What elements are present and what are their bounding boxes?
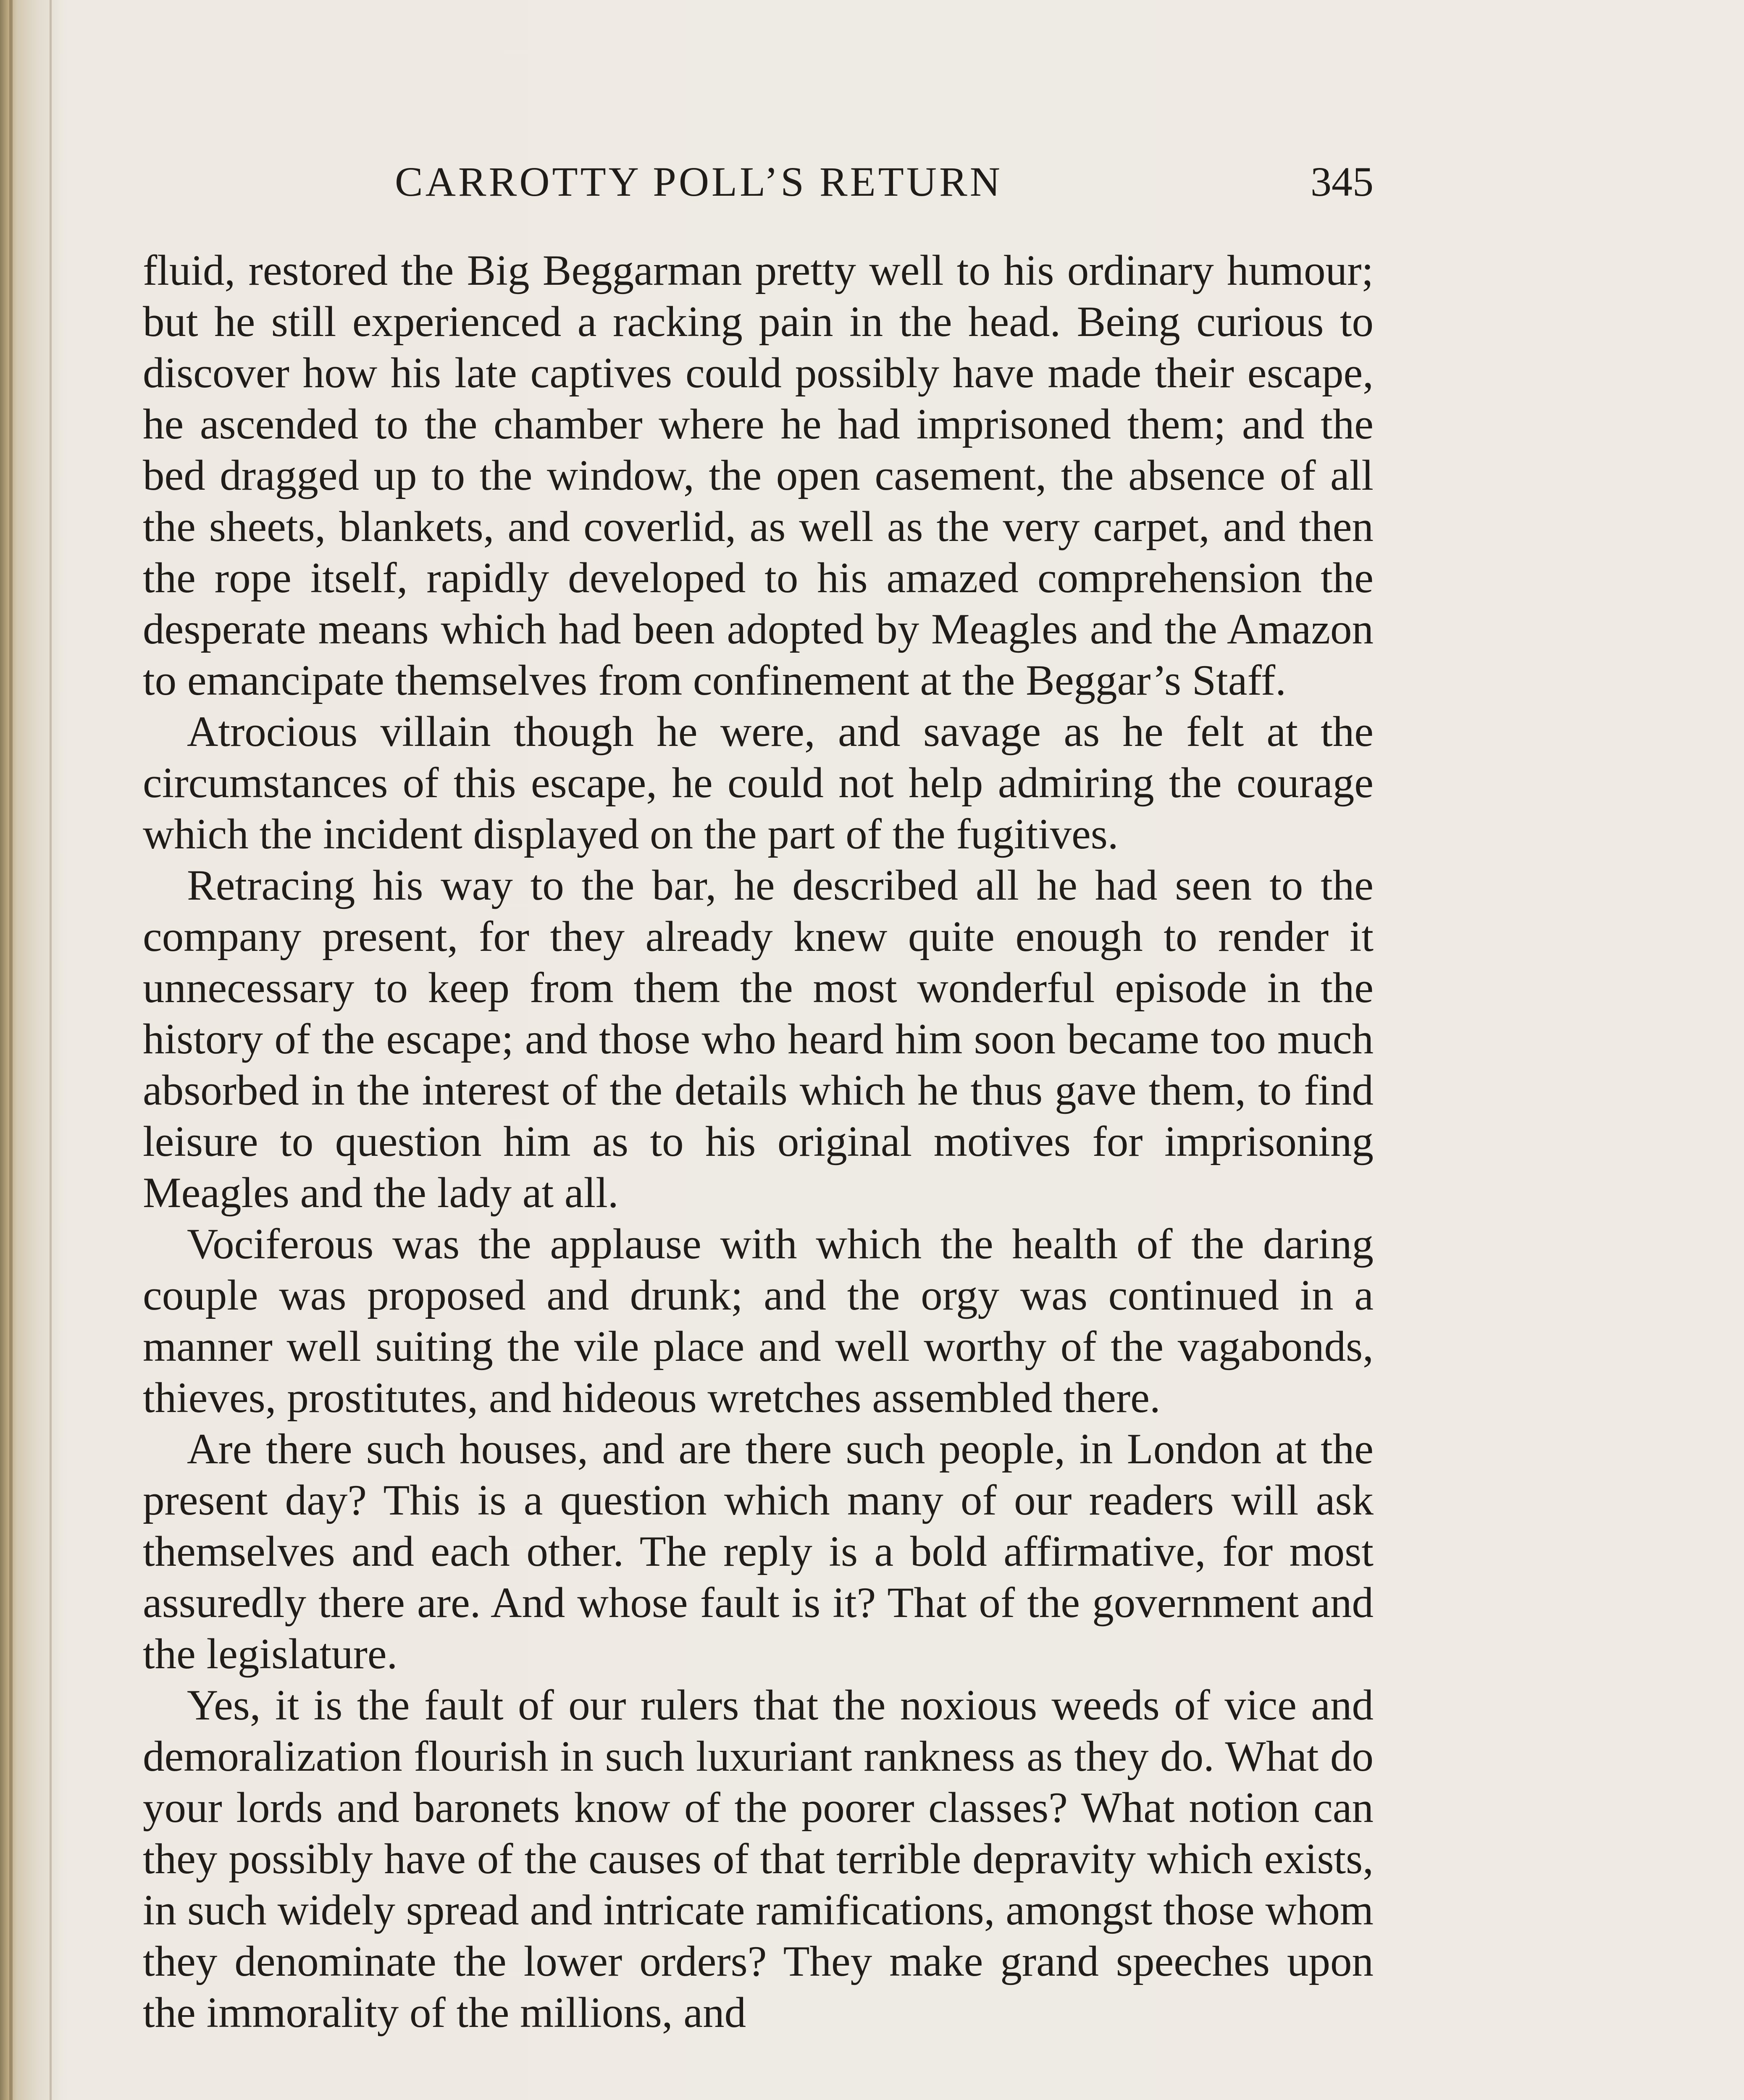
paragraph-3: Retracing his way to the bar, he described all he had seen to the company present, for they already knew quite enough to render it unnecessary to keep from them the most wonderful episode in the history of the escape; and those who heard him soon became too much absorbed in the interest of the details which he thus gave them, to find leisure to question him as to his original motives for imprisoning Meagles and the lady at all.: [143, 861, 1374, 1217]
paragraph-5: Are there such houses, and are there such people, in London at the present day? This is a question which many of our readers will ask themselves and each other. The reply is a bold affirmative, for most assuredly there are. And whose fault is it? That of the government and the legislature.: [143, 1425, 1374, 1678]
page-number: 345: [1311, 158, 1374, 205]
running-title: CARROTTY POLL’S RETURN: [395, 158, 1003, 205]
paragraph-1: fluid, restored the Big Beggarman pretty well to his ordinary humour; but he still experienced a racking pain in the head. Being curious to discover how his late captives could possibly have made their escape, he ascended to the chamber where he had imprisoned them; and the bed dragged up to the window, the open casement, the absence of all the sheets, blankets, and coverlid, as well as the very carpet, and then the rope itself, rapidly developed to his amazed comprehension the desperate means which had been adopted by Meagles and the Amazon to emancipate themselves from confinement at the Beggar’s Staff.: [143, 247, 1374, 704]
paragraph-4: Vociferous was the applause with which the health of the daring couple was proposed and drunk; and the orgy was continued in a manner well suiting the vile place and well worthy of the vagabonds, thieves, prostitutes, and hideous wretches assembled there.: [143, 1220, 1374, 1422]
binding-shadow-line: [50, 0, 52, 2100]
binding-edge-line: [9, 0, 13, 2100]
page-gutter: [0, 0, 63, 2100]
page-header: [143, 141, 1374, 225]
paragraph-2: Atrocious villain though he were, and savage as he felt at the circumstances of this escape, he could not help admiring the courage which the incident displayed on the part of the fugitives.: [143, 708, 1374, 858]
body-text: [143, 245, 1374, 2038]
paragraph-6: Yes, it is the fault of our rulers that the noxious weeds of vice and demoralization flourish in such luxuriant rankness as they do. What do your lords and baronets know of the poorer classes? What notion can they possibly have of the causes of that terrible depravity which exists, in such widely spread and intricate ramifications, amongst those whom they denominate the lower orders? They make grand speeches upon the immorality of the millions, and: [143, 1681, 1374, 2037]
